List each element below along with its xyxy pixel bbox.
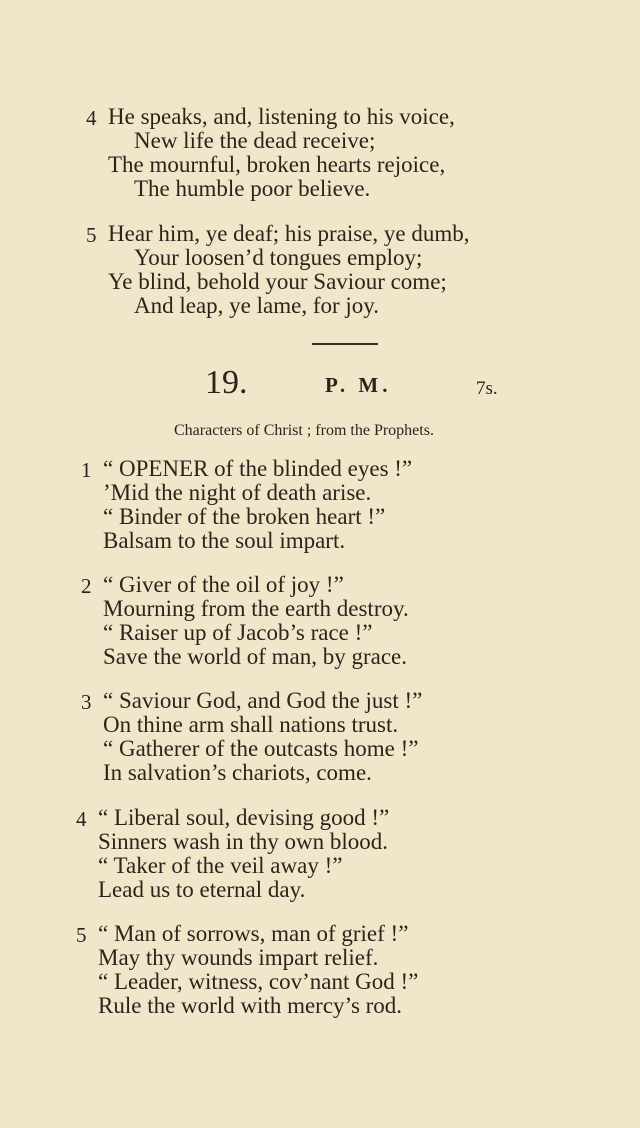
verse-line: Rule the world with mercy’s rod. bbox=[98, 993, 403, 1018]
verse-line: Ye blind, behold your Saviour come; bbox=[108, 269, 447, 294]
verse-line: Lead us to eternal day. bbox=[98, 877, 306, 902]
hymn-stanza-2 bbox=[81, 573, 561, 669]
verse-line: Your loosen’d tongues employ; bbox=[134, 245, 423, 270]
verse-line: Mourning from the earth destroy. bbox=[103, 596, 409, 621]
verse-line: “ Binder of the broken heart !” bbox=[103, 504, 386, 529]
verse-line: May thy wounds impart relief. bbox=[98, 945, 379, 970]
verse-line: “ Saviour God, and God the just !” bbox=[103, 688, 423, 713]
verse-line: “ Raiser up of Jacob’s race !” bbox=[103, 620, 373, 645]
section-divider bbox=[312, 343, 378, 345]
verse-line: The mournful, broken hearts rejoice, bbox=[108, 152, 446, 177]
verse-line: Sinners wash in thy own blood. bbox=[98, 829, 389, 854]
stanza-number: 2 bbox=[81, 574, 92, 598]
verse-line: Save the world of man, by grace. bbox=[103, 644, 408, 669]
stanza-number: 5 bbox=[76, 923, 87, 947]
hymn-syllables: 7s. bbox=[476, 378, 498, 399]
verse-line: And leap, ye lame, for joy. bbox=[134, 293, 380, 318]
verse-line: In salvation’s chariots, come. bbox=[103, 760, 372, 785]
hymn-stanza-3 bbox=[81, 689, 561, 785]
stanza-top-5 bbox=[86, 222, 566, 318]
hymn-stanza-4 bbox=[76, 806, 556, 902]
verse-line: “ Giver of the oil of joy !” bbox=[103, 572, 344, 597]
verse-line: New life the dead receive; bbox=[134, 128, 376, 153]
verse-line: “ Liberal soul, devising good !” bbox=[98, 805, 390, 830]
verse-line: Balsam to the soul impart. bbox=[103, 528, 346, 553]
stanza-number: 5 bbox=[86, 223, 97, 247]
verse-line: ’Mid the night of death arise. bbox=[103, 480, 372, 505]
verse-line: “ Gatherer of the outcasts home !” bbox=[103, 736, 419, 761]
verse-line: On thine arm shall nations trust. bbox=[103, 712, 399, 737]
hymn-number: 19. bbox=[205, 364, 248, 401]
verse-line: “ Taker of the veil away !” bbox=[98, 853, 343, 878]
verse-line: “ OPENER of the blinded eyes !” bbox=[103, 456, 413, 481]
verse-line: The humble poor believe. bbox=[134, 176, 371, 201]
stanza-number: 1 bbox=[81, 458, 92, 482]
hymn-stanza-1 bbox=[81, 457, 561, 553]
verse-line: Hear him, ye deaf; his praise, ye dumb, bbox=[108, 221, 470, 246]
hymn-meter: P. M. bbox=[325, 373, 392, 397]
stanza-number: 4 bbox=[86, 106, 97, 130]
stanza-top-4 bbox=[86, 105, 566, 201]
verse-line: “ Leader, witness, cov’nant God !” bbox=[98, 969, 419, 994]
hymn-subtitle: Characters of Christ ; from the Prophets. bbox=[174, 422, 434, 439]
stanza-number: 4 bbox=[76, 807, 87, 831]
verse-line: “ Man of sorrows, man of grief !” bbox=[98, 921, 409, 946]
verse-line: He speaks, and, listening to his voice, bbox=[108, 104, 455, 129]
hymn-stanza-5 bbox=[76, 922, 556, 1018]
stanza-number: 3 bbox=[81, 690, 92, 714]
